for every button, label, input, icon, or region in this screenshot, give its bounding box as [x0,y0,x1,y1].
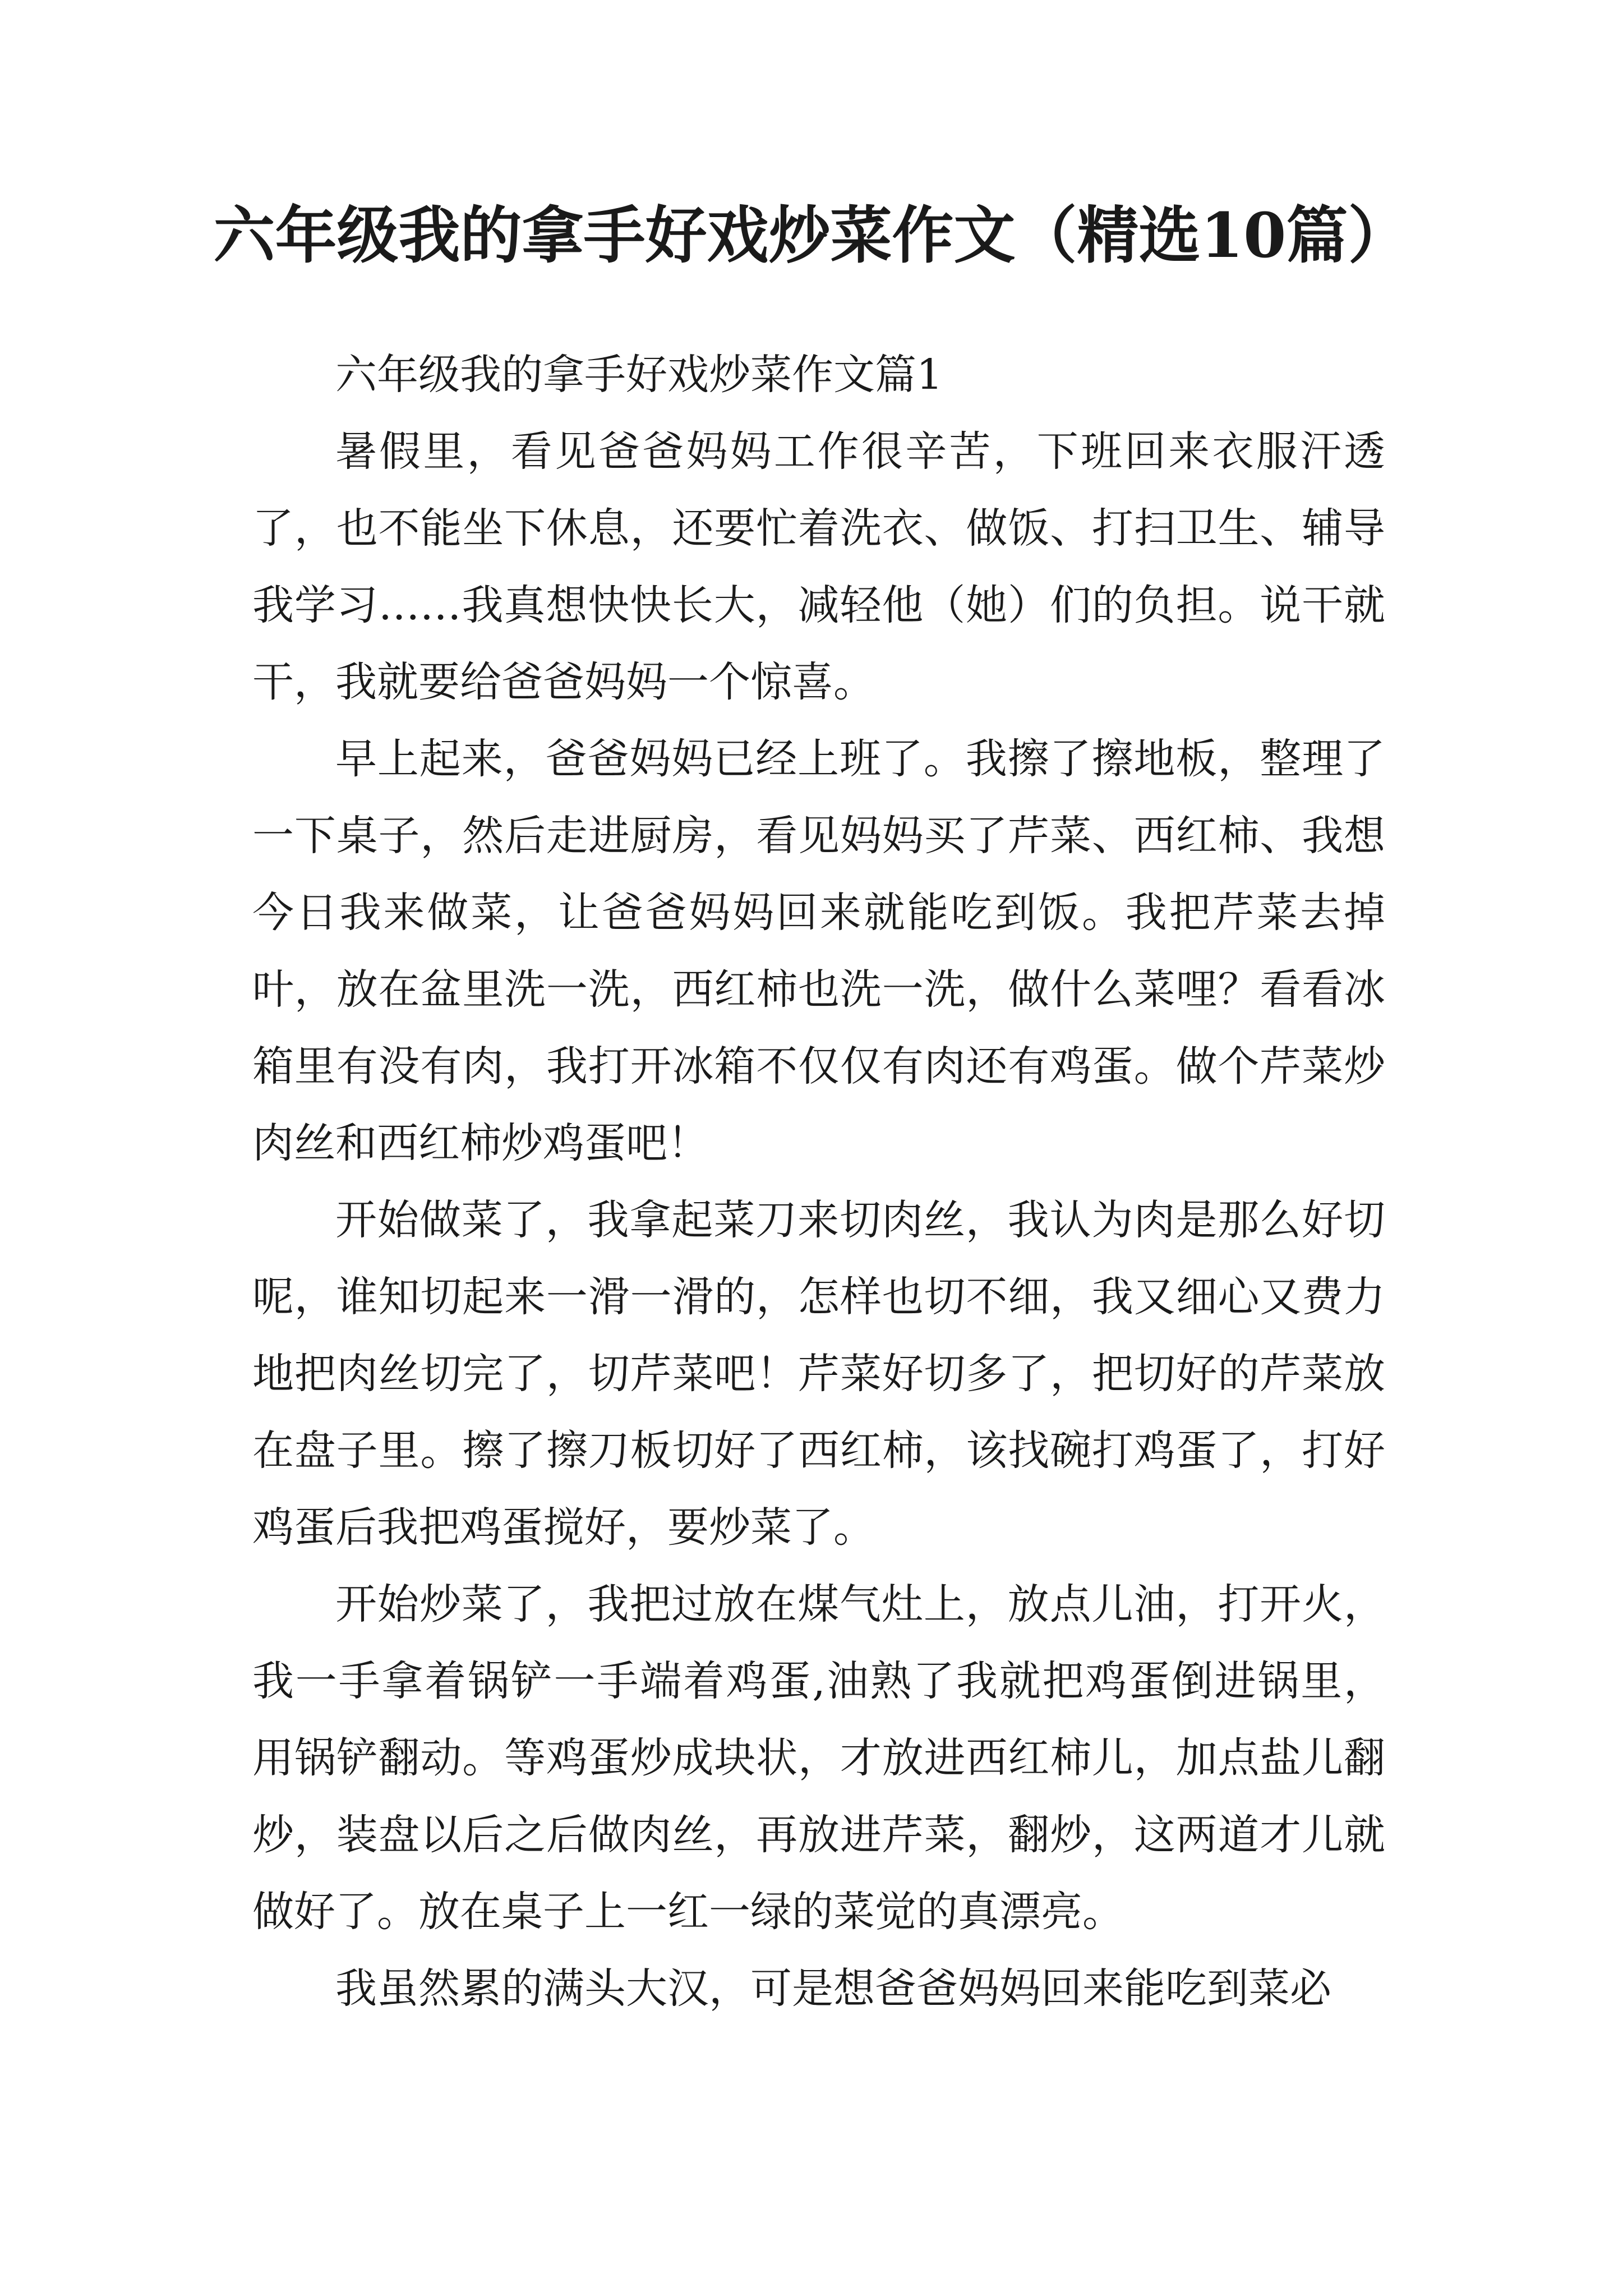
paragraph-3: 开始做菜了，我拿起菜刀来切肉丝，我认为肉是那么好切呢，谁知切起来一滑一滑的，怎样也切不细，我又细心又费力地把肉丝切完了，切芹菜吧！芹菜好切多了，把切好的芹菜放在盘子里。擦了擦刀板切好了西红柿，该找碗打鸡蛋了，打好鸡蛋后我把鸡蛋搅好，要炒菜了。 [252,1196,1385,1552]
paragraph-2: 早上起来，爸爸妈妈已经上班了。我擦了擦地板，整理了一下桌子，然后走进厨房，看见妈妈买了芹菜、西红柿、我想今日我来做菜，让爸爸妈妈回来就能吃到饭。我把芹菜去掉叶，放在盆里洗一洗，西红柿也洗一洗，做什么菜哩？看看冰箱里有没有肉，我打开冰箱不仅仅有肉还有鸡蛋。做个芹菜炒肉丝和西红柿炒鸡蛋吧！ [252,735,1385,1167]
document-body [252,337,1385,2027]
document-title: 六年级我的拿手好戏炒菜作文（精选10篇） [213,199,1410,272]
section-heading: 六年级我的拿手好戏炒菜作文篇1 [335,351,943,399]
paragraph-5: 我虽然累的满头大汉，可是想爸爸妈妈回来能吃到菜必 [335,1964,1331,2013]
paragraph-4: 开始炒菜了，我把过放在煤气灶上，放点儿油，打开火，我一手拿着锅铲一手端着鸡蛋,油熟了我就把鸡蛋倒进锅里，用锅铲翻动。等鸡蛋炒成块状，才放进西红柿儿，加点盐儿翻炒，装盘以后之后做肉丝，再放进芹菜，翻炒，这两道才儿就做好了。放在桌子上一红一绿的菜觉的真漂亮。 [252,1580,1385,1936]
paragraph-1: 暑假里，看见爸爸妈妈工作很辛苦，下班回来衣服汗透了，也不能坐下休息，还要忙着洗衣、做饭、打扫卫生、辅导我学习……我真想快快长大，减轻他（她）们的负担。说干就干，我就要给爸爸妈妈一个惊喜。 [252,427,1385,706]
